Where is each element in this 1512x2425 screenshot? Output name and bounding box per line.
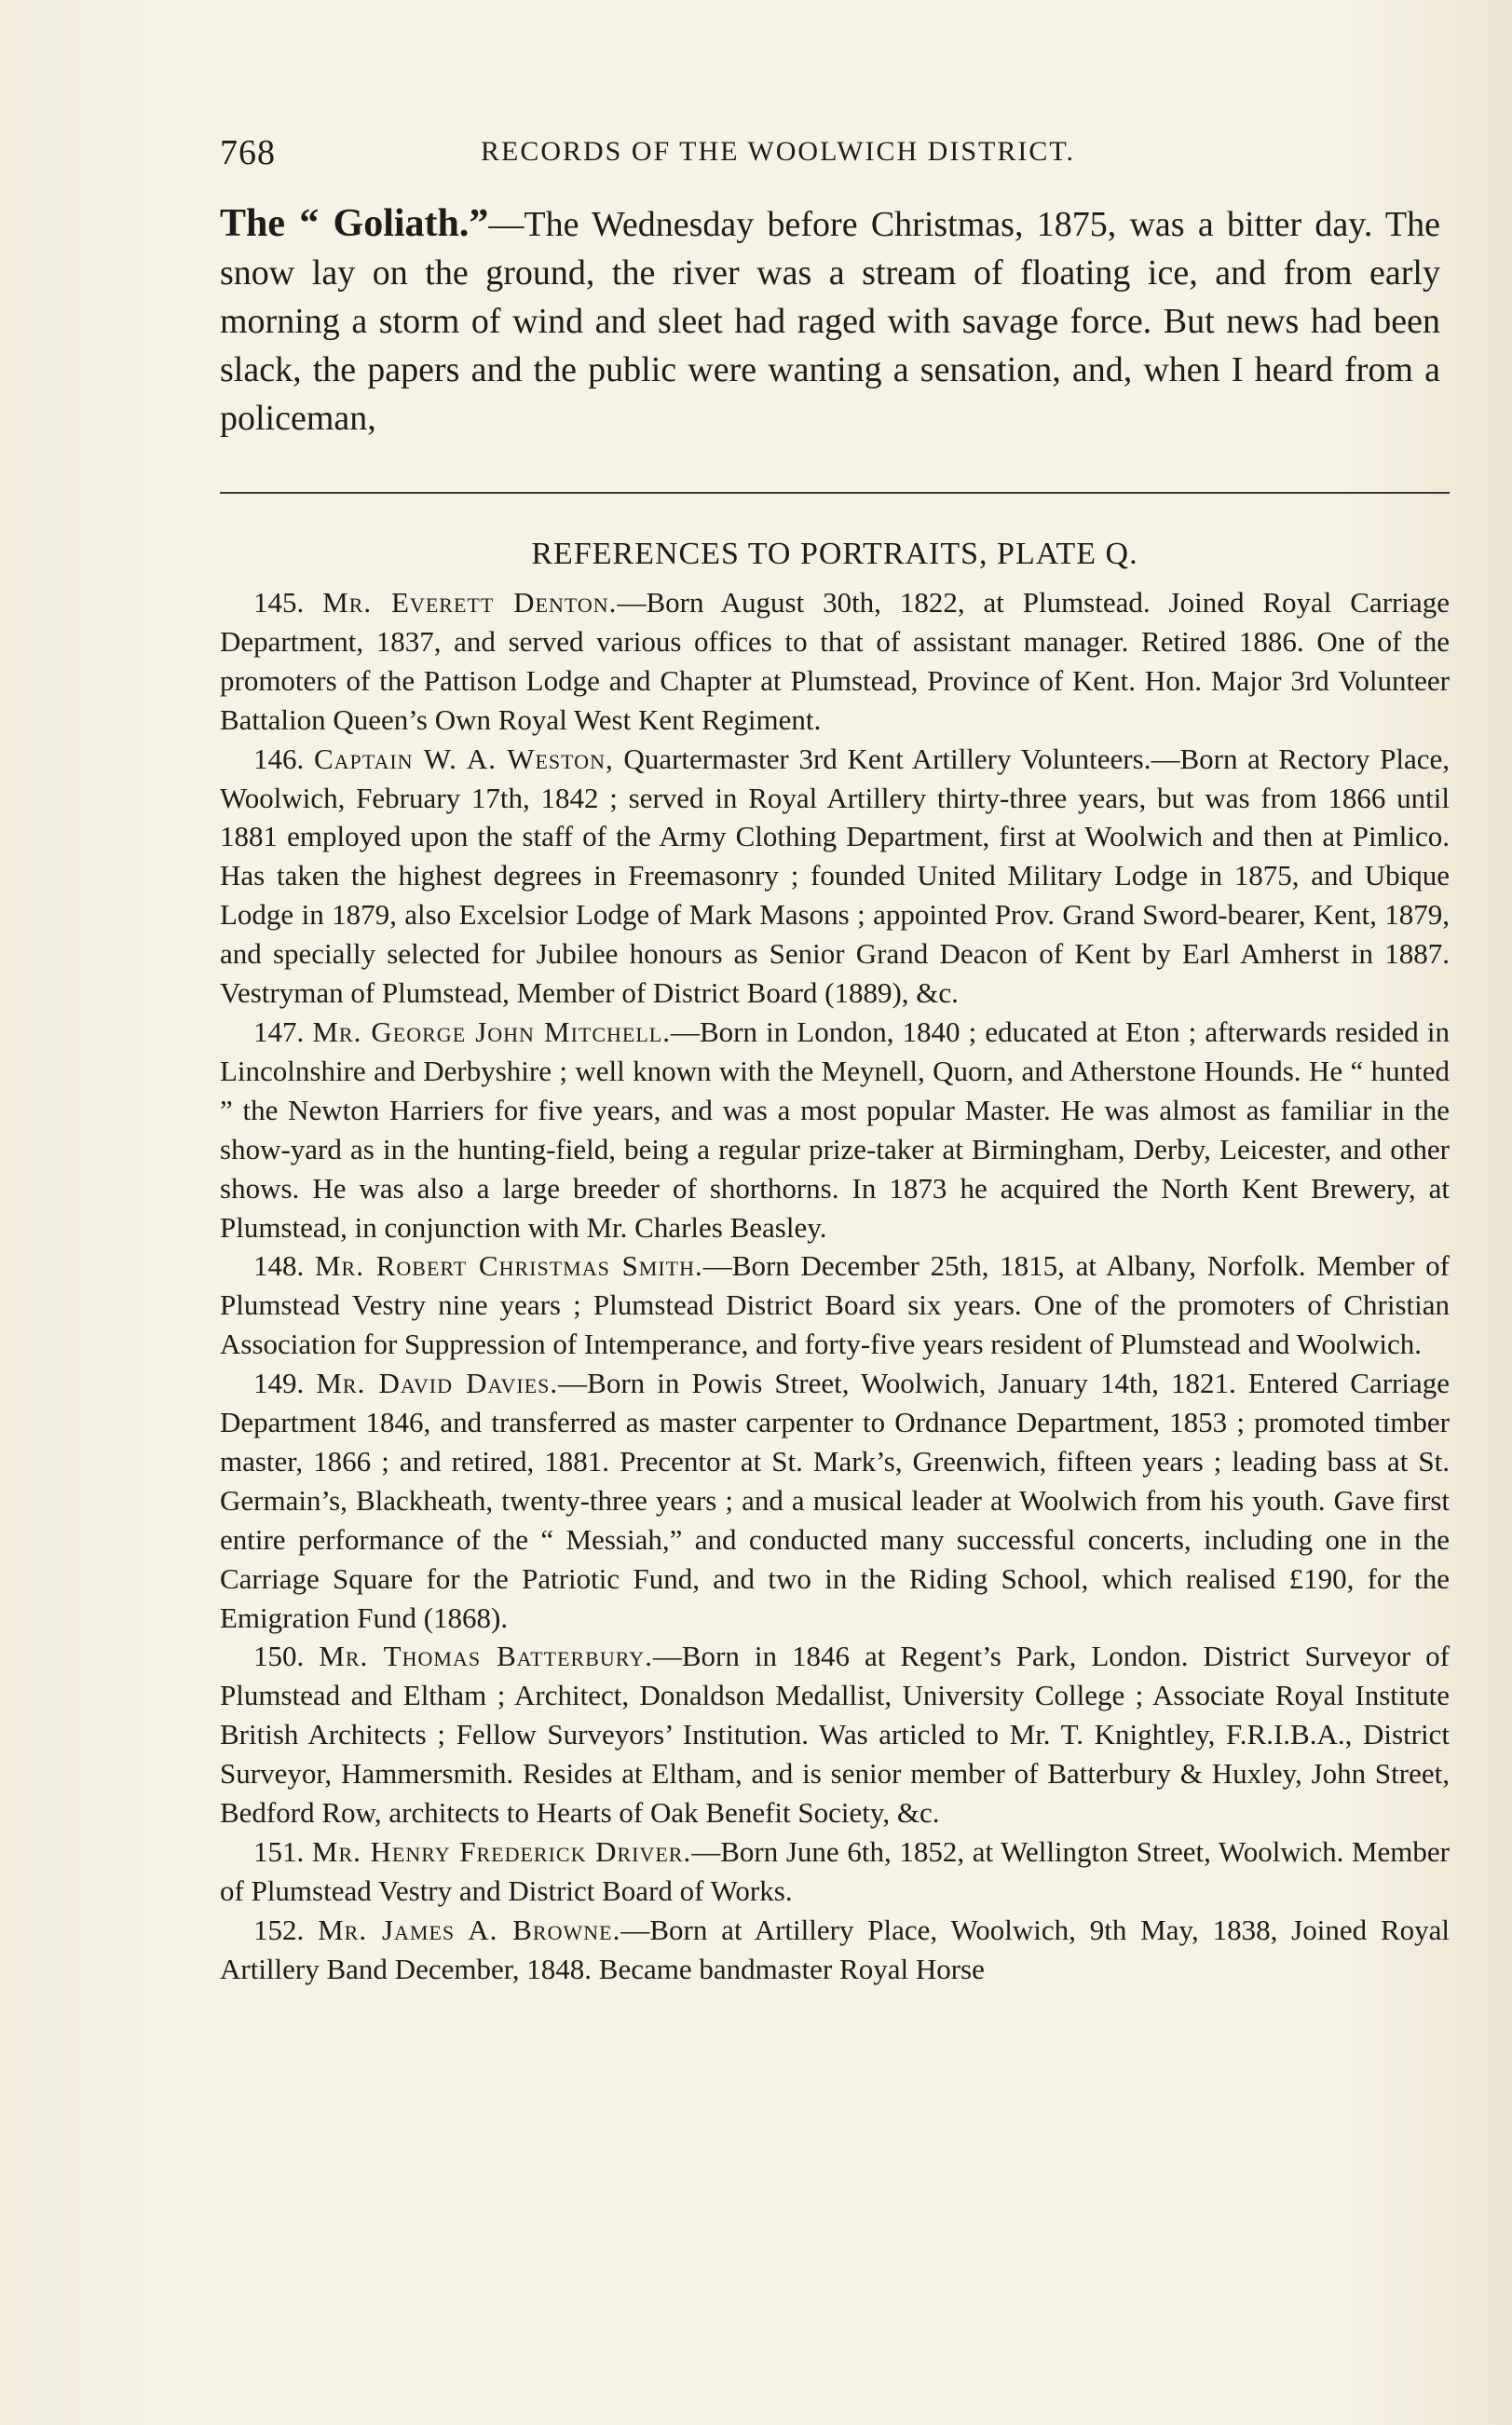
section-title: The “ Goliath.”: [220, 202, 489, 245]
opening-paragraph: [220, 199, 1440, 443]
entry-number: 147.: [253, 1015, 305, 1048]
entry-text: —Born June 6th, 1852, at Wellington Street, Woolwich. Member of Plumstead Vestry and District Board of Works.: [220, 1835, 1450, 1907]
entry-number: 145.: [253, 586, 305, 619]
entry-number: 148.: [253, 1249, 305, 1283]
entry-name: Mr. Thomas Batterbury.: [319, 1640, 653, 1673]
entry-name: Mr. James A. Browne.: [318, 1913, 621, 1946]
reference-entry-149: [220, 1364, 1450, 1637]
entry-name: Mr. George John Mitchell.: [312, 1015, 671, 1048]
entry-name: Mr. Everett Denton.: [322, 586, 618, 619]
opening-text: —The Wednesday before Christmas, 1875, was a bitter day. The snow lay on the ground, the river was a stream of floating ice, and from early morning a storm of wind and sleet had raged with savage force. But news had been slack, the papers and the public were wanting a sensation, and, when I heard from a policeman,: [220, 205, 1440, 438]
entry-name: Mr. Henry Frederick Driver.: [311, 1835, 692, 1868]
entry-name: Captain W. A. Weston,: [313, 742, 614, 775]
entry-number: 149.: [253, 1367, 305, 1400]
references-list: [220, 583, 1450, 1989]
entry-text: —Born in 1846 at Regent’s Park, London. District Surveyor of Plumstead and Eltham ; Architect, Donaldson Medallist, University College ; Associate Royal Institute British Architects ; Fellow Surveyors’ Institution. Was articled to Mr. T. Knightley, F.R.I.B.A., District Surveyor, Hammersmith. Resides at Eltham, and is senior member of Batterbury & Huxley, John Street, Bedford Row, architects to Hearts of Oak Benefit Society, &c.: [220, 1640, 1450, 1830]
entry-text: —Born December 25th, 1815, at Albany, Norfolk. Member of Plumstead Vestry nine years ; Plumstead District Board six years. One of the promoters of Christian Association for Suppression of Intemperance, and forty-five years resident of Plumstead and Woolwich.: [220, 1249, 1450, 1361]
entry-name: Mr. David Davies.: [316, 1367, 559, 1400]
page-number: 768: [220, 133, 276, 172]
reference-entry-150: [220, 1637, 1450, 1832]
horizontal-rule: [220, 492, 1450, 494]
reference-entry-146: [220, 740, 1450, 1013]
reference-entry-148: [220, 1247, 1450, 1364]
entry-number: 152.: [253, 1913, 305, 1946]
references-heading: REFERENCES TO PORTRAITS, PLATE Q.: [531, 537, 1138, 571]
entry-number: 151.: [253, 1835, 305, 1868]
reference-entry-152: [220, 1911, 1450, 1989]
running-head: [220, 132, 1161, 179]
entry-text: Quartermaster 3rd Kent Artillery Volunteers.—Born at Rectory Place, Woolwich, February 17th, 1842 ; served in Royal Artillery thirty-three years, but was from 1866 until 1881 employed upon the staff of the Army Clothing Department, first at Woolwich and then at Pimlico. Has taken the highest degrees in Freemasonry ; founded United Military Lodge in 1875, and Ubique Lodge in 1879, also Excelsior Lodge of Mark Masons ; appointed Prov. Grand Sword-bearer, Kent, 1879, and specially selected for Jubilee honours as Senior Grand Deacon of Kent by Earl Amherst in 1887. Vestryman of Plumstead, Member of District Board (1889), &c.: [220, 742, 1450, 1010]
entry-text: —Born in Powis Street, Woolwich, January 14th, 1821. Entered Carriage Department 1846, and transferred as master carpenter to Ordnance Department, 1853 ; promoted timber master, 1866 ; and retired, 1881. Precentor at St. Mark’s, Greenwich, fifteen years ; leading bass at St. Germain’s, Blackheath, twenty-three years ; and a musical leader at Woolwich from his youth. Gave first entire performance of the “ Messiah,” and conducted many successful concerts, including one in the Carriage Square for the Patriotic Fund, and two in the Riding School, which realised £190, for the Emigration Fund (1868).: [220, 1367, 1451, 1634]
reference-entry-151: [220, 1832, 1450, 1911]
reference-entry-145: [220, 583, 1450, 740]
entry-text: —Born at Artillery Place, Woolwich, 9th May, 1838, Joined Royal Artillery Band December, 1848. Became bandmaster Royal Horse: [220, 1913, 1451, 1985]
reference-entry-147: [220, 1013, 1450, 1247]
entry-name: Mr. Robert Christmas Smith.: [314, 1249, 703, 1283]
entry-number: 146.: [253, 742, 305, 775]
entry-text: —Born in London, 1840 ; educated at Eton ; afterwards resided in Lincolnshire and Derbyshire ; well known with the Meynell, Quorn, and Atherstone Hounds. He “ hunted ” the Newton Harriers for five years, and was a most popular Master. He was almost as familiar in the show-yard as in the hunting-field, being a regular prize-taker at Birmingham, Derby, Leicester, and other shows. He was also a large breeder of shorthorns. In 1873 he acquired the North Kent Brewery, at Plumstead, in conjunction with Mr. Charles Beasley.: [220, 1015, 1451, 1244]
entry-number: 150.: [253, 1640, 305, 1673]
entry-text: —Born August 30th, 1822, at Plumstead. Joined Royal Carriage Department, 1837, and served various offices to that of assistant manager. Retired 1886. One of the promoters of the Pattison Lodge and Chapter at Plumstead, Province of Kent. Hon. Major 3rd Volunteer Battalion Queen’s Own Royal West Kent Regiment.: [220, 586, 1450, 736]
running-title: RECORDS OF THE WOOLWICH DISTRICT.: [481, 136, 1075, 167]
